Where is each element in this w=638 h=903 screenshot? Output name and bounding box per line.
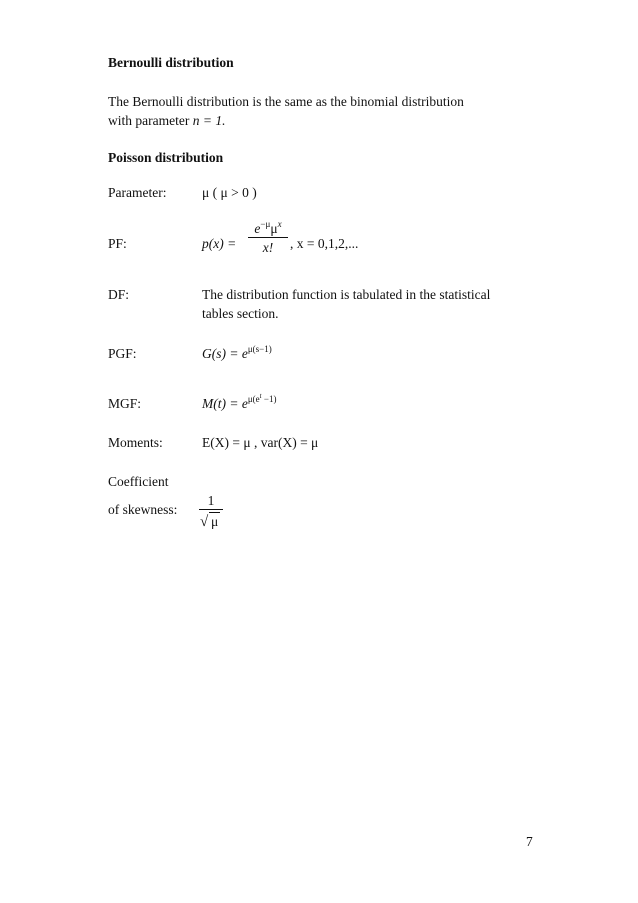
pf-support: , x = 0,1,2,... bbox=[290, 236, 359, 251]
skewness-denominator-mu: μ bbox=[211, 514, 219, 529]
pf-numerator-mu-exponent: x bbox=[277, 219, 282, 229]
pf-numerator bbox=[248, 220, 288, 237]
bernoulli-heading: Bernoulli distribution bbox=[108, 55, 234, 70]
skewness-label-line1: Coefficient bbox=[108, 474, 169, 489]
pf-numerator-e-exponent: −μ bbox=[260, 219, 271, 229]
bernoulli-text-prefix: with parameter bbox=[108, 113, 190, 128]
skewness-fraction bbox=[199, 492, 223, 530]
moments-value: E(X) = μ , var(X) = μ bbox=[202, 435, 319, 450]
pf-denominator: x! bbox=[248, 237, 288, 255]
parameter-label: Parameter: bbox=[108, 185, 167, 200]
sqrt-icon: √ bbox=[200, 514, 209, 530]
mgf-label: MGF: bbox=[108, 396, 142, 411]
bernoulli-text-line2 bbox=[108, 113, 225, 129]
mgf-exponent-end: −1) bbox=[261, 394, 277, 404]
pgf-exponent: μ(s−1) bbox=[247, 344, 272, 354]
skewness-denominator bbox=[199, 509, 223, 530]
moments-label: Moments: bbox=[108, 435, 163, 450]
bernoulli-text-line1: The Bernoulli distribution is the same as the binomial distribution bbox=[108, 94, 464, 109]
skewness-numerator: 1 bbox=[207, 493, 215, 508]
df-label: DF: bbox=[108, 287, 130, 302]
pf-lhs: p(x) = bbox=[202, 236, 237, 251]
mgf-exponent bbox=[248, 394, 277, 404]
bernoulli-parameter-math: n = 1. bbox=[192, 113, 226, 128]
df-text-line1: The distribution function is tabulated in the statistical bbox=[202, 287, 491, 302]
pgf-formula bbox=[202, 346, 272, 362]
mgf-lhs: M(t) = e bbox=[202, 396, 248, 411]
pf-fraction bbox=[248, 220, 288, 255]
parameter-value: μ ( μ > 0 ) bbox=[202, 185, 257, 200]
skewness-label-line2: of skewness: bbox=[108, 502, 178, 517]
pf-numerator-mu: μ bbox=[270, 221, 278, 236]
mgf-formula bbox=[202, 392, 277, 412]
page-number: 7 bbox=[526, 834, 533, 849]
pf-numerator-e: e bbox=[254, 221, 261, 236]
pf-label: PF: bbox=[108, 236, 127, 251]
mgf-exponent-t: t bbox=[259, 392, 262, 400]
poisson-heading: Poisson distribution bbox=[108, 150, 224, 165]
pgf-lhs: G(s) = e bbox=[202, 346, 248, 361]
mgf-exponent-start: μ(e bbox=[247, 394, 260, 404]
df-text-line2: tables section. bbox=[202, 306, 279, 321]
pgf-label: PGF: bbox=[108, 346, 137, 361]
